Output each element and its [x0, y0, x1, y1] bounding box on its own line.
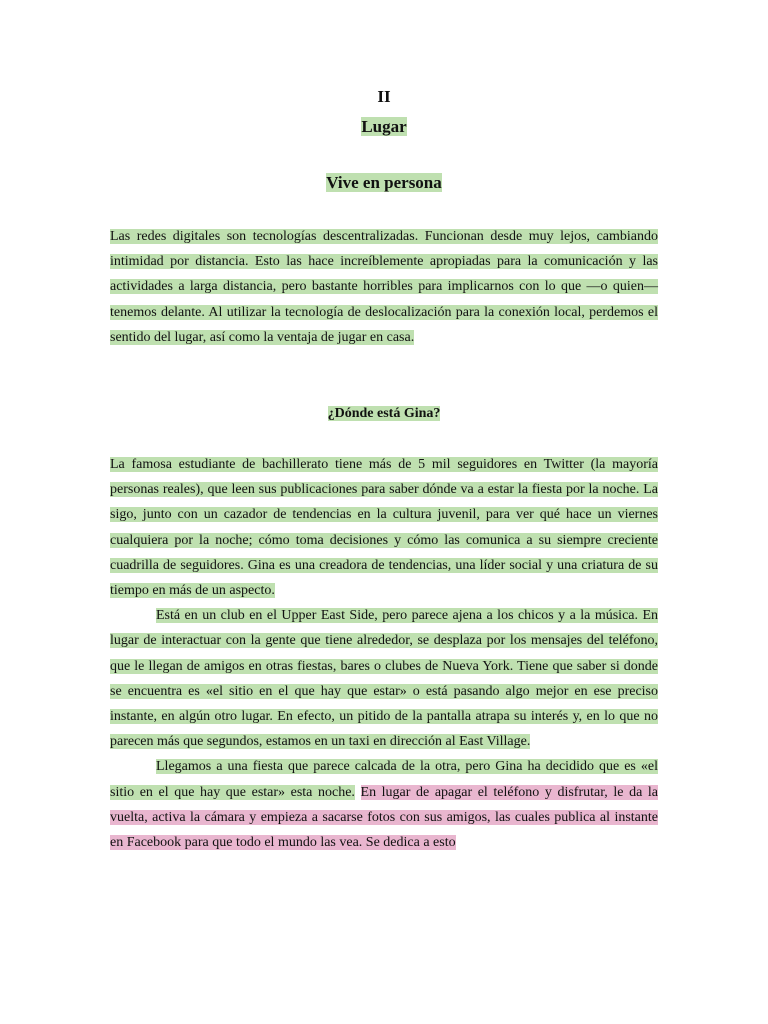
- paragraph-3-green-highlight: Llegamos a una fiesta que parece calcada de la otra, pero Gina ha decidido que es «el sitio en el que hay que estar» esta noche.: [110, 759, 658, 800]
- section-paragraph: Las redes digitales son tecnologías descentralizadas. Funcionan desde muy lejos, cambiando intimidad por distancia. Esto las hace increíblemente apropiadas para la comunicación y las actividades a larga distancia, pero bastante horribles para implicarnos con lo que —o quien— tenemos delante. Al utilizar la tecnología de deslocalización para la conexión local, perdemos el sentido del lugar, así como la ventaja de jugar en casa.: [110, 229, 658, 345]
- subsection-paragraph-2: Está en un club en el Upper East Side, pero parece ajena a los chicos y a la música. En lugar de interactuar con la gente que tiene alrededor, se desplaza por los mensajes del teléfono, que le llegan de amigos en otras fiestas, bares o clubes de Nueva York. Tiene que saber si donde se encuentra es «el sitio en el que hay que estar» o está pasando algo mejor en ese preciso instante, en algún otro lugar. En efecto, un pitido de la pantalla atrapa su interés y, en lo que no parecen más que segundos, estamos en un taxi en dirección al East Village.: [110, 608, 658, 750]
- paragraph-3-pink-highlight: En lugar de apagar el teléfono y disfrutar, le da la vuelta, activa la cámara y empieza a sacarse fotos con sus amigos, las cuales publica al instante en Facebook para que todo el mundo las vea. Se dedica a esto: [110, 784, 658, 851]
- chapter-title: Lugar: [361, 117, 407, 136]
- subsection-title: ¿Dónde está Gina?: [327, 406, 441, 422]
- subsection-paragraph-1: La famosa estudiante de bachillerato tiene más de 5 mil seguidores en Twitter (la mayoría personas reales), que leen sus publicaciones para saber dónde va a estar la fiesta por la noche. La sigo, junto con un cazador de tendencias en la cultura juvenil, para ver qué hace un viernes cualquiera por la noche; cómo toma decisiones y cómo las comunica a su siempre creciente cuadrilla de seguidores. Gina es una creadora de tendencias, una líder social y una criatura de su tiempo en más de un aspecto.: [110, 457, 658, 599]
- page-content: [110, 84, 658, 855]
- subsection-paragraph-3: [110, 754, 658, 855]
- section-title: Vive en persona: [326, 173, 442, 192]
- chapter-number: II: [377, 87, 391, 106]
